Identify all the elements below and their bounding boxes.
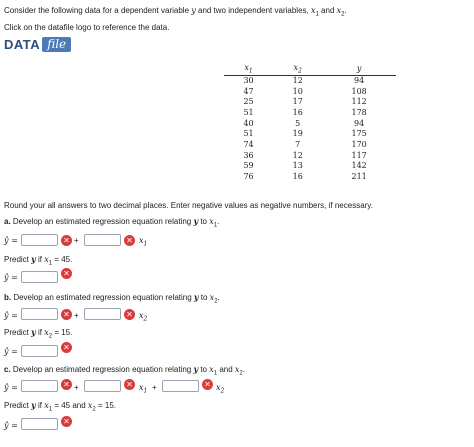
table-row: 51 16 178	[243, 108, 367, 117]
part-c-coef-x2-input[interactable]	[162, 380, 199, 392]
part-c-intercept-input[interactable]	[21, 380, 58, 392]
incorrect-mark-icon: ✕	[61, 309, 72, 320]
plus-sign: +	[152, 383, 157, 392]
part-b-coef-x2-input[interactable]	[84, 308, 121, 320]
predict-c-input[interactable]	[21, 418, 58, 430]
table-row: 40 5 94	[243, 118, 365, 128]
header-y: y	[322, 63, 396, 75]
x2-variable: $x_2$	[216, 383, 225, 395]
table-row: 36 12 117	[243, 150, 367, 160]
part-a-coef-x1-input[interactable]	[84, 234, 121, 246]
x2-variable: $x_2$	[139, 311, 148, 323]
predict-c-text: Predict y if $x_1 = 45$ and $x_2 = 15$.	[4, 400, 117, 413]
incorrect-mark-icon: ✕	[61, 379, 72, 390]
table-row: 59 13 142	[243, 161, 367, 171]
incorrect-mark-icon: ✕	[61, 235, 72, 246]
yhat-label-b: ŷ =	[4, 311, 18, 320]
plus-sign: +	[74, 236, 79, 245]
part-c-prompt: c. Develop an estimated regression equation relating y to $x_1$ and $x_2$.	[4, 364, 245, 377]
plus-sign: +	[74, 311, 79, 320]
table-row: 51 19 175	[243, 129, 367, 139]
yhat-label-a2: ŷ =	[4, 273, 18, 282]
predict-b-text: Predict y if $x_2 = 15$.	[4, 327, 73, 340]
table-row: 30 12 94	[243, 76, 365, 86]
incorrect-mark-icon: ✕	[124, 379, 135, 390]
intro-line-2: Click on the datafile logo to reference the data.	[4, 23, 170, 32]
incorrect-mark-icon: ✕	[124, 309, 135, 320]
x1-variable: $x_1$	[139, 236, 148, 248]
yhat-label-a: ŷ =	[4, 236, 18, 245]
yhat-label-b2: ŷ =	[4, 347, 18, 356]
data-table	[224, 63, 396, 182]
part-c-coef-x1-input[interactable]	[84, 380, 121, 392]
instructions-text: Round your all answers to two decimal places. Enter negative values as negative numbers, if necessary.	[4, 201, 373, 210]
yhat-label-c2: ŷ =	[4, 421, 18, 430]
header-x1: $x_1$	[224, 63, 273, 75]
intro-line-1: Consider the following data for a dependent variable y and two independent variables, $x_1$ and $x_2$.	[4, 6, 347, 18]
part-a-prompt: a. Develop an estimated regression equation relating y to $x_1$.	[4, 216, 220, 229]
part-a-intercept-input[interactable]	[21, 234, 58, 246]
part-b-prompt: b. Develop an estimated regression equation relating y to $x_2$.	[4, 292, 220, 305]
incorrect-mark-icon: ✕	[61, 416, 72, 427]
predict-a-input[interactable]	[21, 271, 58, 283]
table-row: 74 7 170	[243, 140, 367, 150]
predict-a-text: Predict y if $x_1 = 45$.	[4, 254, 73, 267]
incorrect-mark-icon: ✕	[124, 235, 135, 246]
part-b-intercept-input[interactable]	[21, 308, 58, 320]
table-row: 25 17 112	[243, 97, 367, 107]
datafile-logo[interactable]	[4, 37, 71, 52]
table-row: 47 10 108	[243, 86, 367, 96]
predict-b-input[interactable]	[21, 345, 58, 357]
datafile-logo-text: DATA	[4, 37, 41, 52]
plus-sign: +	[74, 383, 79, 392]
datafile-logo-box: file	[42, 37, 71, 52]
yhat-label-c: ŷ =	[4, 383, 18, 392]
x1-variable: $x_1$	[139, 383, 148, 395]
table-row: 76 16 211	[243, 172, 367, 182]
incorrect-mark-icon: ✕	[61, 268, 72, 279]
table-header-row	[224, 63, 396, 75]
incorrect-mark-icon: ✕	[61, 342, 72, 353]
incorrect-mark-icon: ✕	[202, 379, 213, 390]
header-x2: $x_2$	[273, 63, 322, 75]
